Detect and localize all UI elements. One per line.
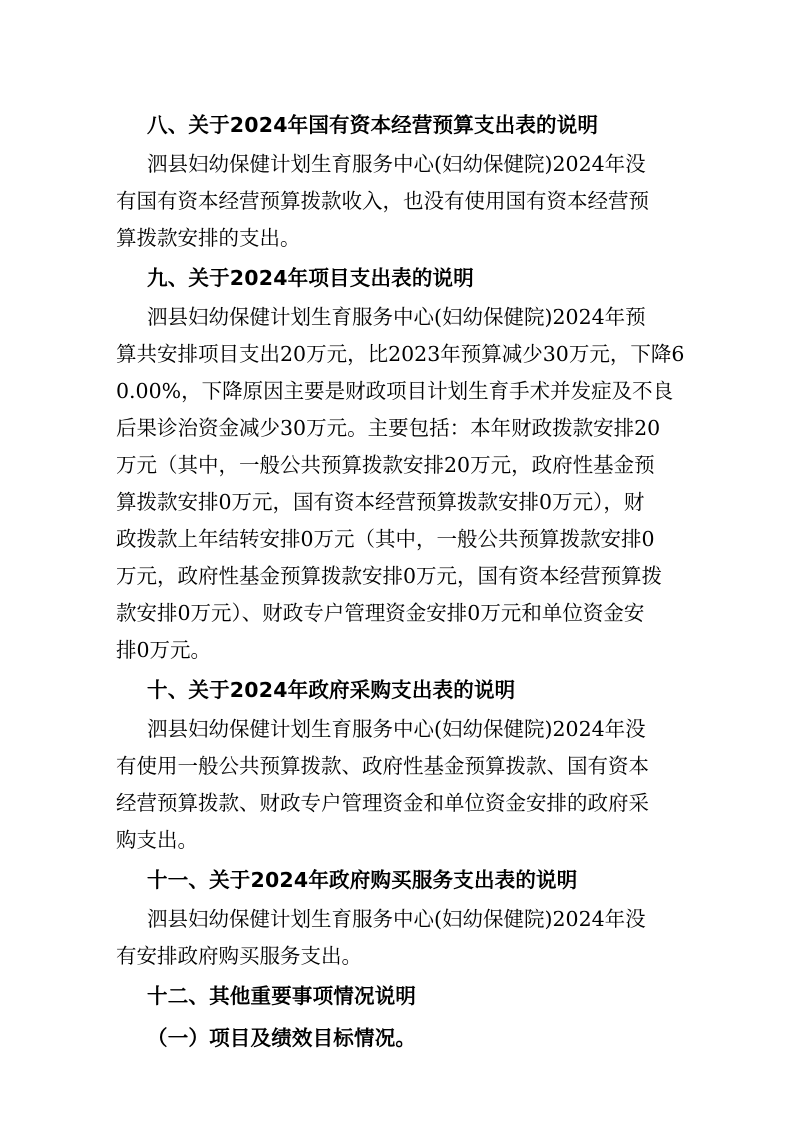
section-10-paragraph [116,711,686,859]
paragraph-line: 有使用一般公共预算拨款、政府性基金预算拨款、国有资本 [116,754,649,778]
paragraph-line: 泗县妇幼保健计划生育服务中心(妇幼保健院)2024年没 [147,717,646,741]
paragraph-line: 排0万元。 [116,638,212,662]
section-9-heading: 九、关于2024年项目支出表的说明 [147,266,474,290]
document-body [116,104,686,1059]
paragraph-line: 泗县妇幼保健计划生育服务中心(妇幼保健院)2024年预 [147,305,646,329]
paragraph-line: 0.00%，下降原因主要是财政项目计划生育手术并发症及不良 [116,379,674,403]
paragraph-line: 款安排0万元）、财政专户管理资金安排0万元和单位资金安 [116,601,645,625]
section-9-paragraph [116,299,686,669]
paragraph-line: 后果诊治资金减少30万元。主要包括：本年财政拨款安排20 [116,416,661,440]
section-8-paragraph [116,146,686,257]
paragraph-line: 泗县妇幼保健计划生育服务中心(妇幼保健院)2024年没 [147,152,646,176]
paragraph-line: 算拨款安排的支出。 [116,226,301,250]
paragraph-line: 有国有资本经营预算拨款收入，也没有使用国有资本经营预 [116,189,649,213]
section-10-heading: 十、关于2024年政府采购支出表的说明 [147,678,516,702]
paragraph-line: 万元（其中，一般公共预算拨款安排20万元，政府性基金预 [116,453,655,477]
section-8-heading: 八、关于2024年国有资本经营预算支出表的说明 [147,113,599,137]
subsection-1-heading: （一）项目及绩效目标情况。 [147,1026,417,1050]
paragraph-line: 算拨款安排0万元，国有资本经营预算拨款安排0万元），财 [116,490,645,514]
paragraph-line: 泗县妇幼保健计划生育服务中心(妇幼保健院)2024年没 [147,907,646,931]
paragraph-line: 政拨款上年结转安排0万元（其中，一般公共预算拨款安排0 [116,527,655,551]
paragraph-line: 万元，政府性基金预算拨款安排0万元，国有资本经营预算拨 [116,564,663,588]
section-12-heading: 十二、其他重要事项情况说明 [147,984,417,1008]
paragraph-line: 购支出。 [116,828,198,852]
paragraph-line: 经营预算拨款、财政专户管理资金和单位资金安排的政府采 [116,791,649,815]
section-11-paragraph [116,901,686,975]
paragraph-line: 有安排政府购买服务支出。 [116,944,362,968]
paragraph-line: 算共安排项目支出20万元，比2023年预算减少30万元，下降6 [116,342,685,366]
section-11-heading: 十一、关于2024年政府购买服务支出表的说明 [147,868,578,892]
